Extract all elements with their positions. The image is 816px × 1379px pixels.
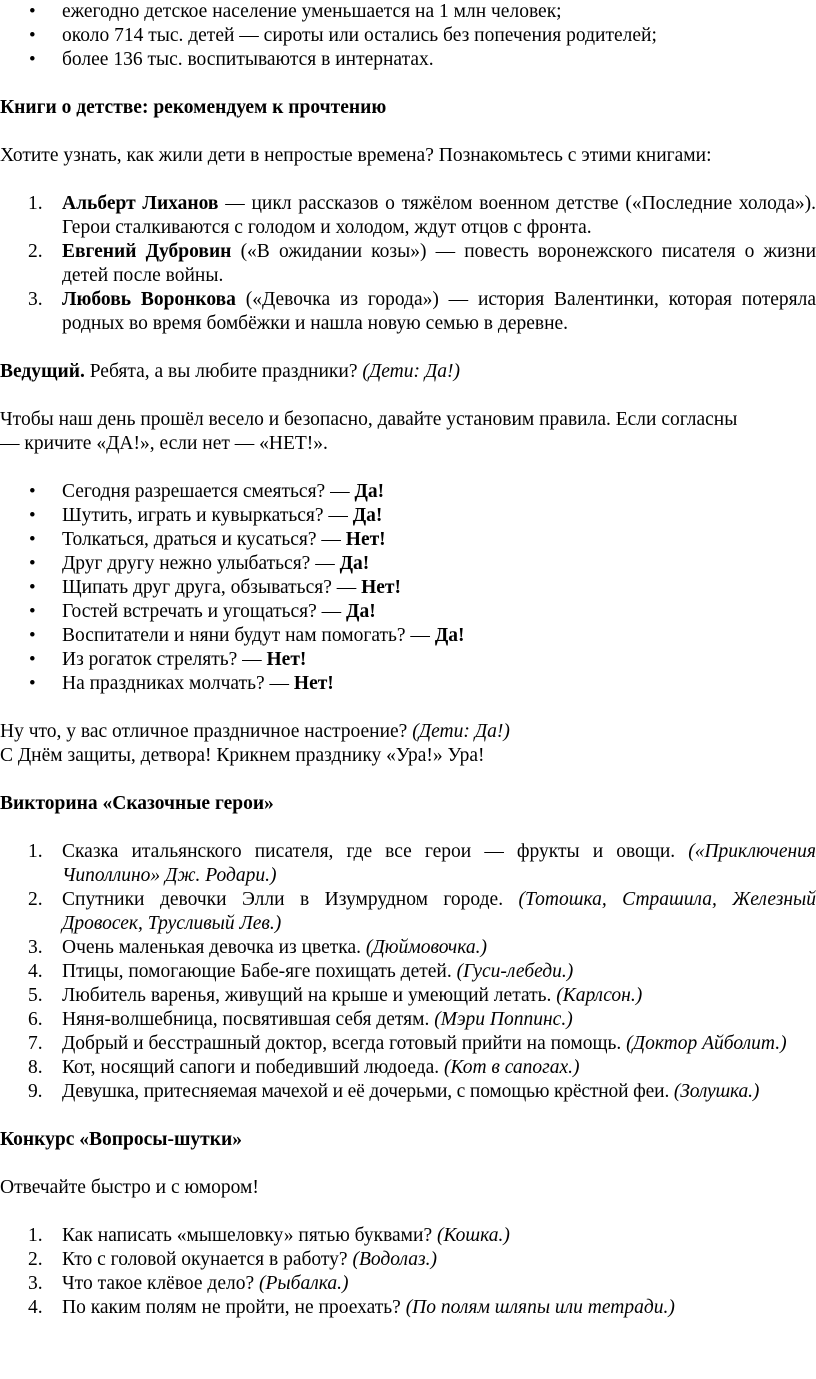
list-item: 3. Очень маленькая девочка из цветка. (Дюймовочка.): [28, 937, 487, 958]
spacer: [0, 120, 816, 144]
list-item: • Воспитатели и няни будут нам помогать? — Да!: [0, 624, 816, 648]
list-item: 8. Кот, носящий сапоги и победивший людоеда. (Кот в сапогах.): [28, 1057, 580, 1078]
contest-list: [0, 1224, 816, 1320]
mood-line-1: Ну что, у вас отличное праздничное настроение? (Дети: Да!): [0, 721, 510, 742]
list-item: 7. Добрый и бесстрашный доктор, всегда готовый прийти на помощь. (Доктор Айболит.): [28, 1033, 787, 1054]
spacer: [0, 72, 816, 96]
list-item: • Из рогаток стрелять? — Нет!: [0, 648, 816, 672]
list-item: • Друг другу нежно улыбаться? — Да!: [0, 552, 816, 576]
list-item: 4. По каким полям не пройти, не проехать? (По полям шляпы или тетради.): [28, 1297, 675, 1318]
rules-intro: Чтобы наш день прошёл весело и безопасно, давайте установим правила. Если согласны — кричите «ДА!», если нет — «НЕТ!».: [0, 409, 738, 454]
spacer: [0, 768, 816, 792]
stats-bullet-list: [0, 0, 816, 72]
list-item: • более 136 тыс. воспитываются в интернатах.: [0, 48, 816, 72]
list-item: 1. Сказка итальянского писателя, где все герои — фрукты и овощи. («Приключения Чиполлино» Дж. Родари.): [28, 841, 816, 886]
books-list: [0, 192, 816, 336]
list-item: • Сегодня разрешается смеяться? — Да!: [0, 480, 816, 504]
quiz-list: [0, 840, 816, 1104]
contest-heading: Конкурс «Вопросы-шутки»: [0, 1129, 242, 1150]
spacer: [0, 816, 816, 840]
contest-intro: Отвечайте быстро и с юмором!: [0, 1177, 259, 1198]
list-item: 2. Евгений Дубровин («В ожидании козы») — повесть воронежского писателя о жизни детей после войны.: [28, 241, 816, 286]
list-item: 5. Любитель варенья, живущий на крыше и умеющий летать. (Карлсон.): [28, 985, 643, 1006]
list-item: 1. Как написать «мышеловку» пятью буквами? (Кошка.): [28, 1225, 510, 1246]
spacer: [0, 384, 816, 408]
list-item: • Шутить, играть и кувыркаться? — Да!: [0, 504, 816, 528]
books-intro: Хотите узнать, как жили дети в непростые времена? Познакомьтесь с этими книгами:: [0, 145, 712, 166]
spacer: [0, 1152, 816, 1176]
list-item: • На праздниках молчать? — Нет!: [0, 672, 816, 696]
list-item: 3. Любовь Воронкова («Девочка из города») — история Валентинки, которая потеряла родных во время бомбёжки и нашла новую семью в деревне.: [28, 289, 816, 334]
list-item: 4. Птицы, помогающие Бабе-яге похищать детей. (Гуси-лебеди.): [28, 961, 574, 982]
list-item: 6. Няня-волшебница, посвятившая себя детям. (Мэри Поппинс.): [28, 1009, 573, 1030]
list-item: 9. Девушка, притесняемая мачехой и её дочерьми, с помощью крёстной феи. (Золушка.): [28, 1081, 760, 1102]
quiz-heading: Викторина «Сказочные герои»: [0, 793, 274, 814]
list-item: • Гостей встречать и угощаться? — Да!: [0, 600, 816, 624]
rules-list: [0, 480, 816, 696]
mood-line-2: С Днём защиты, детвора! Крикнем празднику «Ура!» Ура!: [0, 745, 485, 766]
list-item: 3. Что такое клёвое дело? (Рыбалка.): [28, 1273, 349, 1294]
spacer: [0, 1200, 816, 1224]
list-item: 2. Кто с головой окунается в работу? (Водолаз.): [28, 1249, 437, 1270]
spacer: [0, 696, 816, 720]
spacer: [0, 168, 816, 192]
list-item: • Толкаться, драться и кусаться? — Нет!: [0, 528, 816, 552]
host-line: Ведущий. Ребята, а вы любите праздники? (Дети: Да!): [0, 361, 461, 382]
list-item: • около 714 тыс. детей — сироты или остались без попечения родителей;: [0, 24, 816, 48]
list-item: 1. Альберт Лиханов — цикл рассказов о тяжёлом военном детстве («Последние холода»). Герои сталкиваются с голодом и холодом, ждут отцов с фронта.: [28, 193, 816, 238]
books-heading: Книги о детстве: рекомендуем к прочтению: [0, 97, 387, 118]
list-item: • ежегодно детское население уменьшается на 1 млн человек;: [0, 0, 816, 24]
list-item: 2. Спутники девочки Элли в Изумрудном городе. (Тотошка, Страшила, Железный Дровосек, Трусливый Лев.): [28, 889, 816, 934]
spacer: [0, 1104, 816, 1128]
spacer: [0, 336, 816, 360]
spacer: [0, 456, 816, 480]
list-item: • Щипать друг друга, обзываться? — Нет!: [0, 576, 816, 600]
